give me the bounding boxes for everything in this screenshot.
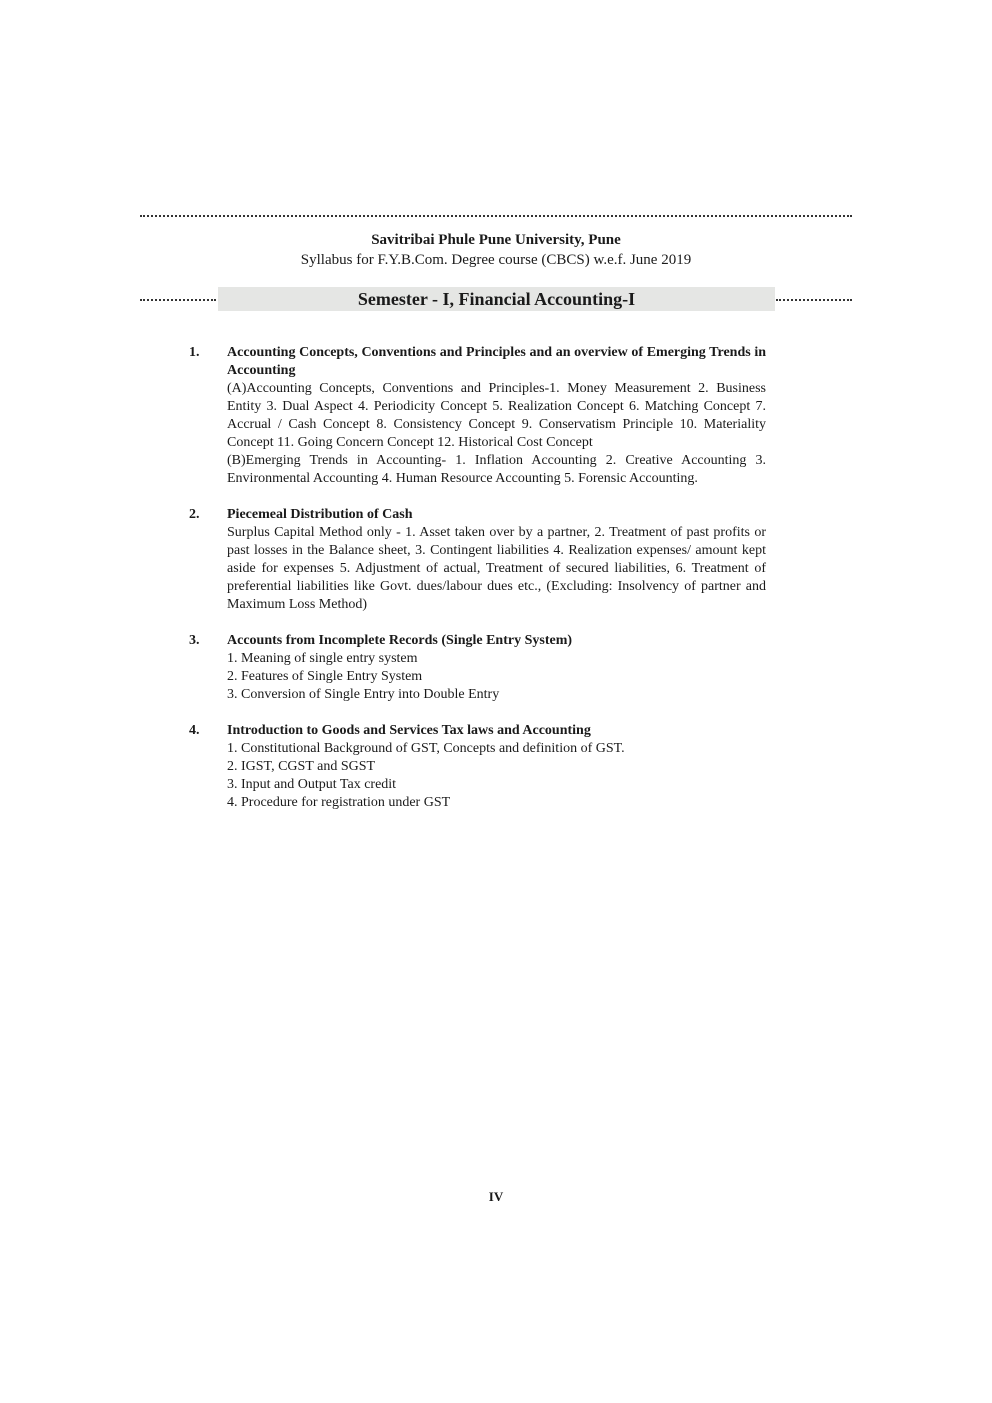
semester-title: Semester - I, Financial Accounting-I	[218, 287, 775, 311]
section-heading: Accounting Concepts, Conventions and Principles and an overview of Emerging Trends in Accounting	[227, 345, 766, 378]
section-paragraph: Surplus Capital Method only - 1. Asset taken over by a partner, 2. Treatment of past profits or past losses in the Balance sheet, 3. Contingent liabilities 4. Realization expenses/ amount kept aside for expenses 5. Adjustment of actual, Treatment of secured liabilities, 6. Treatment of preferential liabilities like Govt. dues/labour dues etc., (Excluding: Insolvency of partner and Maximum Loss Method)	[227, 525, 766, 612]
section-body	[227, 344, 766, 488]
list-item: 2. IGST, CGST and SGST	[227, 759, 376, 774]
section-gst	[189, 722, 766, 812]
section-paragraph: (B)Emerging Trends in Accounting- 1. Inflation Accounting 2. Creative Accounting 3. Environmental Accounting 4. Human Resource Accounting 5. Forensic Accounting.	[227, 453, 766, 486]
list-item: 1. Meaning of single entry system	[227, 651, 418, 666]
semester-rule-right	[776, 299, 852, 301]
section-body	[227, 632, 766, 704]
list-item: 2. Features of Single Entry System	[227, 669, 423, 684]
section-number: 3.	[189, 633, 200, 648]
list-item: 4. Procedure for registration under GST	[227, 795, 451, 810]
syllabus-title: Syllabus for F.Y.B.Com. Degree course (CBCS) w.e.f. June 2019	[300, 252, 692, 268]
list-item: 1. Constitutional Background of GST, Concepts and definition of GST.	[227, 741, 625, 756]
section-number: 4.	[189, 723, 200, 738]
list-item: 3. Input and Output Tax credit	[227, 777, 397, 792]
section-body	[227, 506, 766, 614]
section-heading: Introduction to Goods and Services Tax laws and Accounting	[227, 723, 591, 738]
section-incomplete-records	[189, 632, 766, 704]
section-number: 1.	[189, 345, 200, 360]
section-number: 2.	[189, 507, 200, 522]
list-item: 3. Conversion of Single Entry into Double Entry	[227, 687, 500, 702]
section-heading: Piecemeal Distribution of Cash	[227, 507, 413, 522]
university-name: Savitribai Phule Pune University, Pune	[371, 232, 621, 248]
syllabus-content	[189, 344, 766, 830]
section-body	[227, 722, 766, 812]
top-dotted-rule	[140, 215, 852, 217]
semester-rule-left	[140, 299, 216, 301]
section-paragraph: (A)Accounting Concepts, Conventions and Principles-1. Money Measurement 2. Business Entity 3. Dual Aspect 4. Periodicity Concept 5. Realization Concept 6. Matching Concept 7. Accrual / Cash Concept 8. Consistency Concept 9. Conservatism Principle 10. Materiality Concept 11. Going Concern Concept 12. Historical Cost Concept	[227, 381, 766, 450]
section-piecemeal-distribution	[189, 506, 766, 614]
page-number: IV	[488, 1189, 504, 1204]
section-accounting-concepts	[189, 344, 766, 488]
section-heading: Accounts from Incomplete Records (Single Entry System)	[227, 633, 573, 648]
